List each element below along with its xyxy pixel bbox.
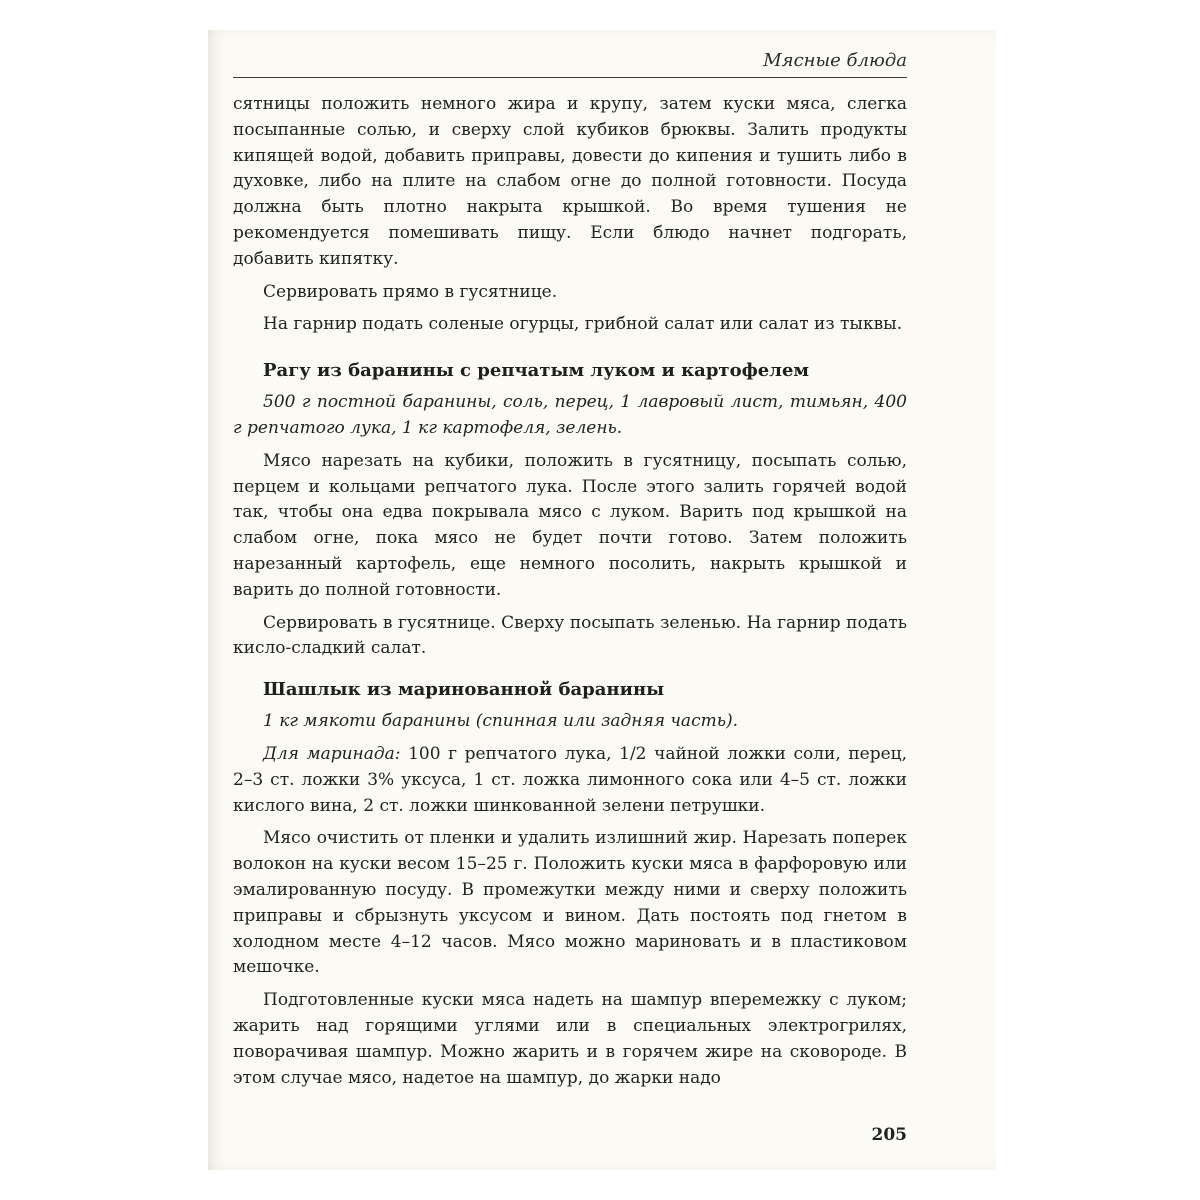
shashlik-ingredients: 1 кг мякоти баранины (спинная или задняя часть). — [263, 711, 739, 732]
intro-paragraph-1: сятницы положить немного жира и крупу, затем куски мяса, слегка посыпанные солью, и сверху слой кубиков брюквы. Залить продукты кипящей водой, добавить приправы, довести до кипения и тушить либо в духовке, либо на плите на слабом огне до полной готовности. Посуда должна быть плотно накрыта крышкой. Во время тушения не рекомендуется помешивать пищу. Если блюдо начнет подгорать, добавить кипятку. — [233, 94, 907, 269]
ragout-paragraph-2: Сервировать в гусятнице. Сверху посыпать зеленью. На гарнир подать кисло-сладкий салат. — [233, 612, 907, 659]
shashlik-marinade — [233, 742, 907, 819]
intro-paragraph-3: На гарнир подать соленые огурцы, грибной салат или салат из тыквы. — [263, 314, 903, 335]
page-number: 205 — [871, 1125, 907, 1145]
shashlik-paragraph-2: Подготовленные куски мяса надеть на шампур вперемежку с луком; жарить над горящими углями или в специальных электрогрилях, поворачивая шампур. Можно жарить и в горячем жире на сковороде. В этом случае мясо, надетое на шампур, до жарки надо — [233, 990, 907, 1088]
shashlik-title: Шашлык из маринованной баранины — [263, 679, 665, 701]
page-content — [233, 92, 907, 1098]
marinade-label: Для маринада: — [263, 743, 401, 764]
running-header — [233, 50, 907, 78]
ragout-paragraph-1: Мясо нарезать на кубики, положить в гусятницу, посыпать солью, перцем и кольцами репчатого лука. После этого залить горячей водой так, чтобы она едва покрывала мясо с луком. Варить под крышкой на слабом огне, пока мясо не будет почти готово. Затем положить нарезанный картофель, еще немного посолить, накрыть крышкой и варить до полной готовности. — [233, 450, 907, 600]
marinade-text: 100 г репчатого лука, 1/2 чайной ложки соли, перец, 2–3 ст. ложки 3% уксуса, 1 ст. ложка лимонного сока или 4–5 ст. ложки кислого вина, 2 ст. ложки шинкованной зелени петрушки. — [233, 743, 907, 816]
ragout-ingredients: 500 г постной баранины, соль, перец, 1 лавровый лист, тимьян, 400 г репчатого лука, 1 кг картофеля, зелень. — [233, 392, 907, 438]
intro-paragraph-2: Сервировать прямо в гусятнице. — [263, 281, 558, 302]
shashlik-paragraph-1: Мясо очистить от пленки и удалить излишний жир. Нарезать поперек волокон на куски весом 15–25 г. Положить куски мяса в фарфоровую или эмалированную посуду. В промежутки между ними и сверху положить приправы и сбрызнуть уксусом и вином. Дать постоять под гнетом в холодном месте 4–12 часов. Мясо можно мариновать и в пластиковом мешочке. — [233, 828, 907, 978]
ragout-title: Рагу из баранины с репчатым луком и картофелем — [263, 360, 810, 382]
running-title: Мясные блюда — [763, 50, 907, 71]
